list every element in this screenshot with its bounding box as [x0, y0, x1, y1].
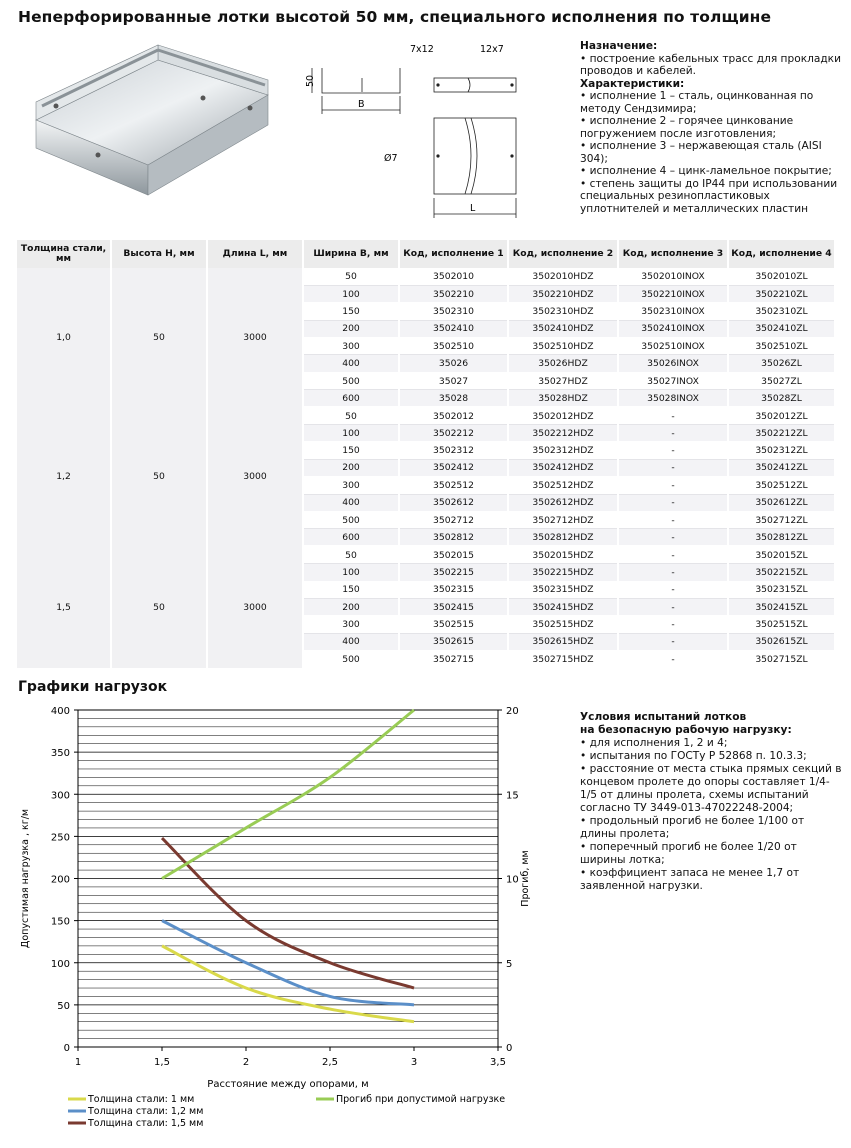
- cell-width: 50: [303, 268, 399, 285]
- cell-code-3: -: [618, 407, 728, 424]
- y2-tick-label: 10: [506, 874, 519, 886]
- cell-code-4: 3502010ZL: [728, 268, 835, 285]
- conditions-heading-line1: Условия испытаний лотков: [580, 711, 747, 723]
- cell-code-1: 3502512: [399, 477, 508, 494]
- cell-code-2: 3502615HDZ: [508, 633, 618, 650]
- cell-code-4: 3502615ZL: [728, 633, 835, 650]
- table-row: [17, 407, 835, 424]
- cell-code-4: 3502210ZL: [728, 285, 835, 302]
- cell-code-3: 35028INOX: [618, 390, 728, 407]
- cell-code-4: 3502312ZL: [728, 442, 835, 459]
- characteristics-heading: Характеристики:: [580, 77, 685, 90]
- y-tick-label: 350: [50, 748, 70, 760]
- characteristic-item: • исполнение 2 – горячее цинкование погружением после изготовления;: [580, 115, 794, 140]
- y2-tick-label: 20: [506, 706, 519, 717]
- cell-code-4: 3502515ZL: [728, 616, 835, 633]
- cell-thickness: 1,5: [17, 546, 111, 668]
- cell-code-2: 35026HDZ: [508, 355, 618, 372]
- series-line-0: [162, 946, 414, 1022]
- header-code1: Код, исполнение 1: [399, 240, 508, 268]
- cell-width: 400: [303, 633, 399, 650]
- cell-width: 400: [303, 355, 399, 372]
- cell-code-3: 3502410INOX: [618, 320, 728, 337]
- cell-height: 50: [111, 546, 207, 668]
- y-tick-label: 200: [50, 874, 70, 886]
- cell-width: 50: [303, 546, 399, 563]
- cell-code-3: -: [618, 651, 728, 668]
- test-conditions: [580, 711, 842, 893]
- cell-code-1: 3502212: [399, 425, 508, 442]
- cell-code-2: 3502812HDZ: [508, 529, 618, 546]
- cell-code-2: 3502415HDZ: [508, 598, 618, 615]
- header-width: Ширина B, мм: [303, 240, 399, 268]
- cell-code-3: -: [618, 598, 728, 615]
- cell-code-4: 3502315ZL: [728, 581, 835, 598]
- table-row: [17, 546, 835, 563]
- cell-code-3: -: [618, 442, 728, 459]
- cell-code-3: 3502510INOX: [618, 338, 728, 355]
- cell-code-2: 3502410HDZ: [508, 320, 618, 337]
- cell-code-2: 3502510HDZ: [508, 338, 618, 355]
- cell-code-1: 3502315: [399, 581, 508, 598]
- cell-width: 150: [303, 442, 399, 459]
- header-code3: Код, исполнение 3: [618, 240, 728, 268]
- x-axis-label: Расстояние между опорами, м: [207, 1079, 369, 1090]
- cell-code-2: 3502010HDZ: [508, 268, 618, 285]
- cell-code-1: 3502310: [399, 303, 508, 320]
- characteristic-item: • степень защиты до IP44 при использовании специальных резинопластиковых уплотнителей и металлических пластин: [580, 177, 838, 215]
- cell-width: 400: [303, 494, 399, 511]
- cell-width: 200: [303, 459, 399, 476]
- load-chart: [18, 700, 558, 1140]
- cell-code-2: 3502312HDZ: [508, 442, 618, 459]
- cell-code-1: 3502615: [399, 633, 508, 650]
- cell-code-1: 3502210: [399, 285, 508, 302]
- cell-width: 500: [303, 651, 399, 668]
- cell-thickness: 1,0: [17, 268, 111, 407]
- cell-width: 300: [303, 616, 399, 633]
- cell-code-2: 35028HDZ: [508, 390, 618, 407]
- y-axis-label: Допустимая нагрузка , кг/м: [20, 808, 31, 949]
- condition-item: • расстояние от места стыка прямых секций в концевом пролете до опоры составляет 1/4-1/5 от длины пролета, схемы испытаний согласно ТУ 3449-013-47022248-2004;: [580, 763, 842, 814]
- legend-label: Толщина стали: 1,2 мм: [88, 1106, 204, 1117]
- x-tick-label: 3: [410, 1057, 418, 1068]
- cell-code-3: 3502210INOX: [618, 285, 728, 302]
- cell-width: 150: [303, 581, 399, 598]
- legend-label: Толщина стали: 1,5 мм: [88, 1118, 204, 1129]
- y2-tick-label: 5: [506, 958, 513, 970]
- purpose-section: [580, 40, 842, 215]
- cell-code-1: 3502612: [399, 494, 508, 511]
- condition-item: • продольный прогиб не более 1/100 от длины пролета;: [580, 815, 805, 840]
- cell-code-1: 3502515: [399, 616, 508, 633]
- cell-code-4: 3502510ZL: [728, 338, 835, 355]
- header-code2: Код, исполнение 2: [508, 240, 618, 268]
- cell-code-2: 3502015HDZ: [508, 546, 618, 563]
- cell-code-2: 3502012HDZ: [508, 407, 618, 424]
- cell-thickness: 1,2: [17, 407, 111, 546]
- legend-label: Толщина стали: 1 мм: [88, 1094, 195, 1105]
- legend-label: Прогиб при допустимой нагрузке: [336, 1094, 506, 1105]
- x-tick-label: 1,5: [154, 1057, 170, 1068]
- cell-code-2: 3502512HDZ: [508, 477, 618, 494]
- cell-code-2: 3502412HDZ: [508, 459, 618, 476]
- cell-width: 500: [303, 511, 399, 528]
- cell-code-3: -: [618, 564, 728, 581]
- cell-code-2: 3502515HDZ: [508, 616, 618, 633]
- y-tick-label: 400: [50, 706, 70, 717]
- cell-code-2: 3502715HDZ: [508, 651, 618, 668]
- cell-code-1: 3502012: [399, 407, 508, 424]
- cell-code-1: 35027: [399, 372, 508, 389]
- cell-code-3: -: [618, 511, 728, 528]
- cell-code-4: 35026ZL: [728, 355, 835, 372]
- cell-code-3: 35026INOX: [618, 355, 728, 372]
- cell-code-1: 3502312: [399, 442, 508, 459]
- cell-code-4: 3502215ZL: [728, 564, 835, 581]
- cell-code-4: 3502015ZL: [728, 546, 835, 563]
- cell-code-1: 3502412: [399, 459, 508, 476]
- cell-width: 100: [303, 425, 399, 442]
- y-tick-label: 100: [50, 958, 70, 970]
- y2-axis-label: Прогиб, мм: [520, 850, 531, 907]
- cell-code-1: 35026: [399, 355, 508, 372]
- cell-code-4: 3502012ZL: [728, 407, 835, 424]
- x-tick-label: 2,5: [322, 1057, 338, 1068]
- table-row: [17, 268, 835, 285]
- cell-code-4: 3502715ZL: [728, 651, 835, 668]
- cell-code-3: 3502010INOX: [618, 268, 728, 285]
- cell-code-1: 35028: [399, 390, 508, 407]
- cell-code-4: 3502512ZL: [728, 477, 835, 494]
- y-tick-label: 150: [50, 916, 70, 928]
- purpose-heading: Назначение:: [580, 40, 658, 52]
- cell-code-3: -: [618, 581, 728, 598]
- characteristic-item: • исполнение 3 – нержавеющая сталь (AISI 304);: [580, 140, 822, 165]
- cell-code-1: 3502215: [399, 564, 508, 581]
- cell-code-4: 3502212ZL: [728, 425, 835, 442]
- y2-tick-label: 0: [506, 1043, 513, 1054]
- y-tick-label: 0: [63, 1043, 70, 1054]
- cell-code-2: 3502712HDZ: [508, 511, 618, 528]
- cell-code-3: 35027INOX: [618, 372, 728, 389]
- cell-code-1: 3502510: [399, 338, 508, 355]
- cell-code-1: 3502715: [399, 651, 508, 668]
- cell-code-1: 3502812: [399, 529, 508, 546]
- cell-code-4: 35028ZL: [728, 390, 835, 407]
- dimension-drawing: [300, 38, 530, 223]
- cell-code-3: 3502310INOX: [618, 303, 728, 320]
- cell-width: 500: [303, 372, 399, 389]
- drawing-length-label: L: [470, 203, 476, 214]
- y-tick-label: 300: [50, 790, 70, 802]
- cell-length: 3000: [207, 546, 303, 668]
- cell-code-3: -: [618, 459, 728, 476]
- cell-code-2: 3502210HDZ: [508, 285, 618, 302]
- page-title: Неперфорированные лотки высотой 50 мм, специального исполнения по толщине: [18, 8, 772, 26]
- cell-code-4: 3502412ZL: [728, 459, 835, 476]
- cell-width: 200: [303, 598, 399, 615]
- cell-code-3: -: [618, 633, 728, 650]
- header-height: Высота H, мм: [111, 240, 207, 268]
- drawing-height-label: 50: [305, 74, 316, 87]
- cell-length: 3000: [207, 268, 303, 407]
- cell-code-3: -: [618, 477, 728, 494]
- purpose-item: • построение кабельных трасс для прокладки проводов и кабелей.: [580, 52, 841, 77]
- product-table: [17, 240, 836, 669]
- cell-code-1: 3502712: [399, 511, 508, 528]
- cell-code-1: 3502015: [399, 546, 508, 563]
- y2-tick-label: 15: [506, 790, 519, 802]
- characteristic-item: • исполнение 1 – сталь, оцинкованная по методу Сендзимира;: [580, 90, 814, 115]
- cell-code-4: 3502712ZL: [728, 511, 835, 528]
- header-code4: Код, исполнение 4: [728, 240, 835, 268]
- graphs-title: Графики нагрузок: [18, 679, 168, 695]
- cell-height: 50: [111, 268, 207, 407]
- condition-item: • поперечный прогиб не более 1/20 от ширины лотка;: [580, 841, 797, 866]
- condition-item: • для исполнения 1, 2 и 4;: [580, 737, 728, 749]
- header-thickness: Толщина стали, мм: [17, 240, 111, 268]
- cell-code-3: -: [618, 529, 728, 546]
- cell-width: 300: [303, 477, 399, 494]
- y-tick-label: 250: [50, 832, 70, 844]
- cell-code-1: 3502415: [399, 598, 508, 615]
- cell-width: 150: [303, 303, 399, 320]
- cell-code-4: 3502310ZL: [728, 303, 835, 320]
- drawing-hole-label: Ø7: [384, 153, 398, 164]
- table-header-row: [17, 240, 835, 268]
- y-tick-label: 50: [57, 1000, 70, 1012]
- cable-tray-photo: [18, 40, 278, 210]
- cell-code-1: 3502410: [399, 320, 508, 337]
- cell-width: 600: [303, 529, 399, 546]
- cell-code-4: 3502612ZL: [728, 494, 835, 511]
- cell-code-2: 3502215HDZ: [508, 564, 618, 581]
- drawing-slot2-label: 12x7: [480, 44, 504, 55]
- table-body: [17, 268, 835, 668]
- cell-width: 200: [303, 320, 399, 337]
- cell-code-2: 3502310HDZ: [508, 303, 618, 320]
- cell-length: 3000: [207, 407, 303, 546]
- cell-code-3: -: [618, 546, 728, 563]
- cell-width: 100: [303, 564, 399, 581]
- condition-item: • испытания по ГОСТу Р 52868 п. 10.3.3;: [580, 750, 807, 762]
- cell-code-2: 3502212HDZ: [508, 425, 618, 442]
- drawing-slot1-label: 7x12: [410, 44, 434, 55]
- cell-width: 600: [303, 390, 399, 407]
- cell-code-4: 35027ZL: [728, 372, 835, 389]
- cell-width: 50: [303, 407, 399, 424]
- x-tick-label: 2: [242, 1057, 250, 1068]
- cell-code-2: 3502612HDZ: [508, 494, 618, 511]
- x-tick-label: 3,5: [490, 1057, 506, 1068]
- cell-code-4: 3502410ZL: [728, 320, 835, 337]
- conditions-heading-line2: на безопасную рабочую нагрузку:: [580, 724, 792, 736]
- header-length: Длина L, мм: [207, 240, 303, 268]
- condition-item: • коэффициент запаса не менее 1,7 от заявленной нагрузки.: [580, 867, 800, 892]
- cell-code-3: -: [618, 494, 728, 511]
- x-tick-label: 1: [74, 1057, 82, 1068]
- cell-code-2: 3502315HDZ: [508, 581, 618, 598]
- cell-code-2: 35027HDZ: [508, 372, 618, 389]
- characteristic-item: • исполнение 4 – цинк-ламельное покрытие;: [580, 165, 832, 177]
- cell-code-3: -: [618, 425, 728, 442]
- cell-code-4: 3502812ZL: [728, 529, 835, 546]
- cell-code-1: 3502010: [399, 268, 508, 285]
- cell-height: 50: [111, 407, 207, 546]
- cell-width: 300: [303, 338, 399, 355]
- cell-code-3: -: [618, 616, 728, 633]
- cell-width: 100: [303, 285, 399, 302]
- cell-code-4: 3502415ZL: [728, 598, 835, 615]
- drawing-width-label: B: [358, 99, 365, 110]
